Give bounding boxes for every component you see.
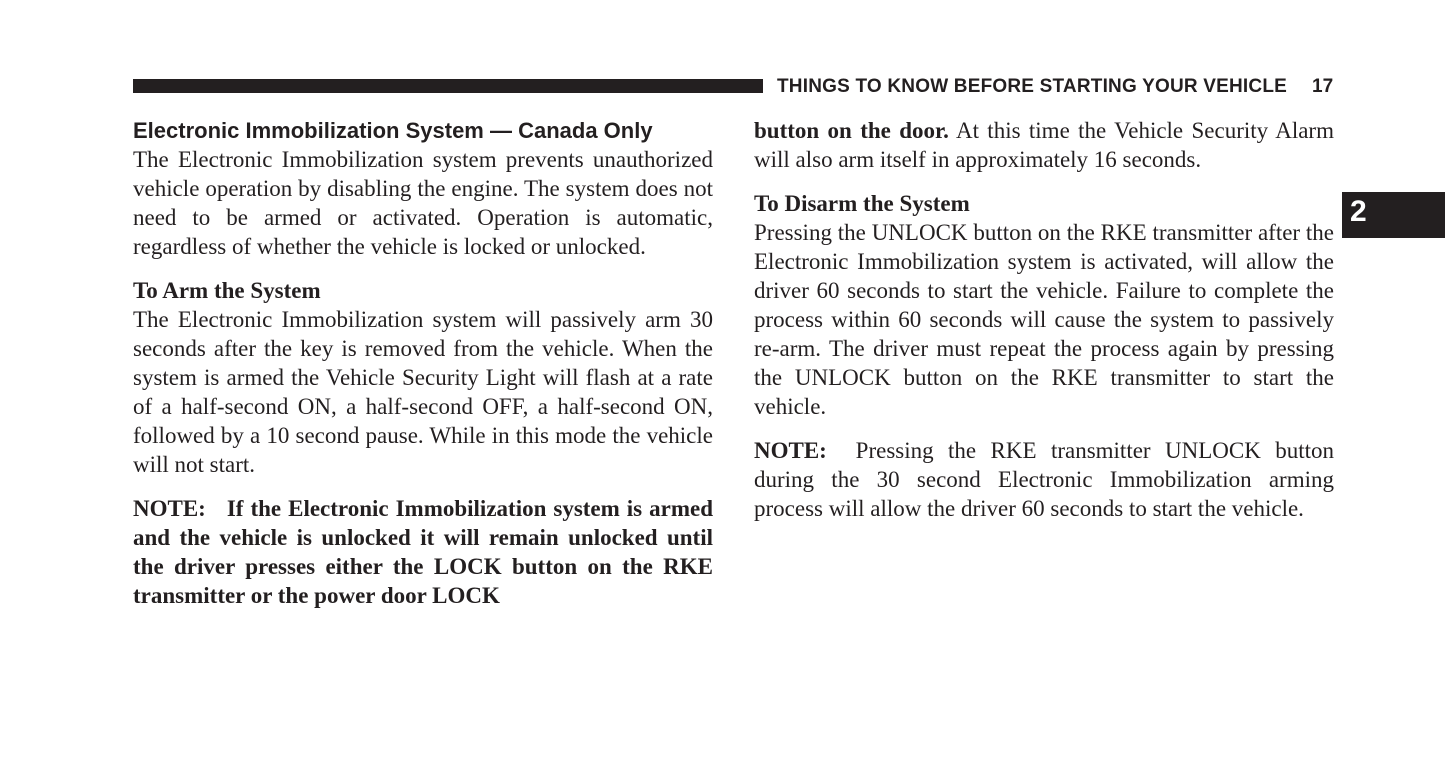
note-text-right: Pressing the RKE transmitter UNLOCK button during the 30 second Electronic Immobilization arming process will allow the driver 60 seconds to start the vehicle. — [754, 438, 1335, 521]
note-continuation: button on the door. — [754, 118, 949, 143]
header-rule — [133, 79, 763, 93]
note-paragraph — [133, 494, 713, 610]
arm-heading: To Arm the System — [133, 278, 321, 303]
chapter-tab — [1342, 192, 1445, 238]
right-column — [754, 116, 1334, 523]
continuation-text: At this time the Vehicle Security Alarm will also arm itself in approximately 16 seconds. — [754, 118, 1334, 172]
note-label: NOTE: — [133, 496, 206, 521]
note-label-right: NOTE: — [754, 438, 827, 463]
running-header-title: THINGS TO KNOW BEFORE STARTING YOUR VEHICLE — [777, 76, 1288, 97]
continuation-paragraph — [754, 116, 1334, 174]
note-paragraph-right — [754, 436, 1334, 523]
disarm-paragraph: Pressing the UNLOCK button on the RKE transmitter after the Electronic Immobilization system is activated, will allow the driver 60 seconds to start the vehicle. Failure to complete the process within 60 seconds will cause the system to passively re-arm. The driver must repeat the process again by pressing the UNLOCK button on the RKE transmitter to start the vehicle. — [754, 220, 1334, 419]
page-number: 17 — [1312, 76, 1334, 97]
arm-paragraph: The Electronic Immobilization system will passively arm 30 seconds after the key is removed from the vehicle. When the system is armed the Vehicle Security Light will flash at a rate of a half-second ON, a half-second OFF, a half-second ON, followed by a 10 second pause. While in this mode the vehicle will not start. — [133, 307, 713, 477]
intro-paragraph: The Electronic Immobilization system prevents unauthorized vehicle operation by disabling the engine. The system does not need to be armed or activated. Operation is automatic, regardless of whether the vehicle is locked or unlocked. — [133, 147, 713, 259]
chapter-tab-number: 2 — [1350, 195, 1367, 228]
section-title: Electronic Immobilization System — Canada Only — [133, 118, 653, 143]
disarm-heading: To Disarm the System — [754, 191, 970, 216]
left-column — [133, 116, 713, 610]
note-text: If the Electronic Immobilization system is armed and the vehicle is unlocked it will remain unlocked until the driver presses either the LOCK button on the RKE transmitter or the power door LOCK — [133, 496, 713, 608]
